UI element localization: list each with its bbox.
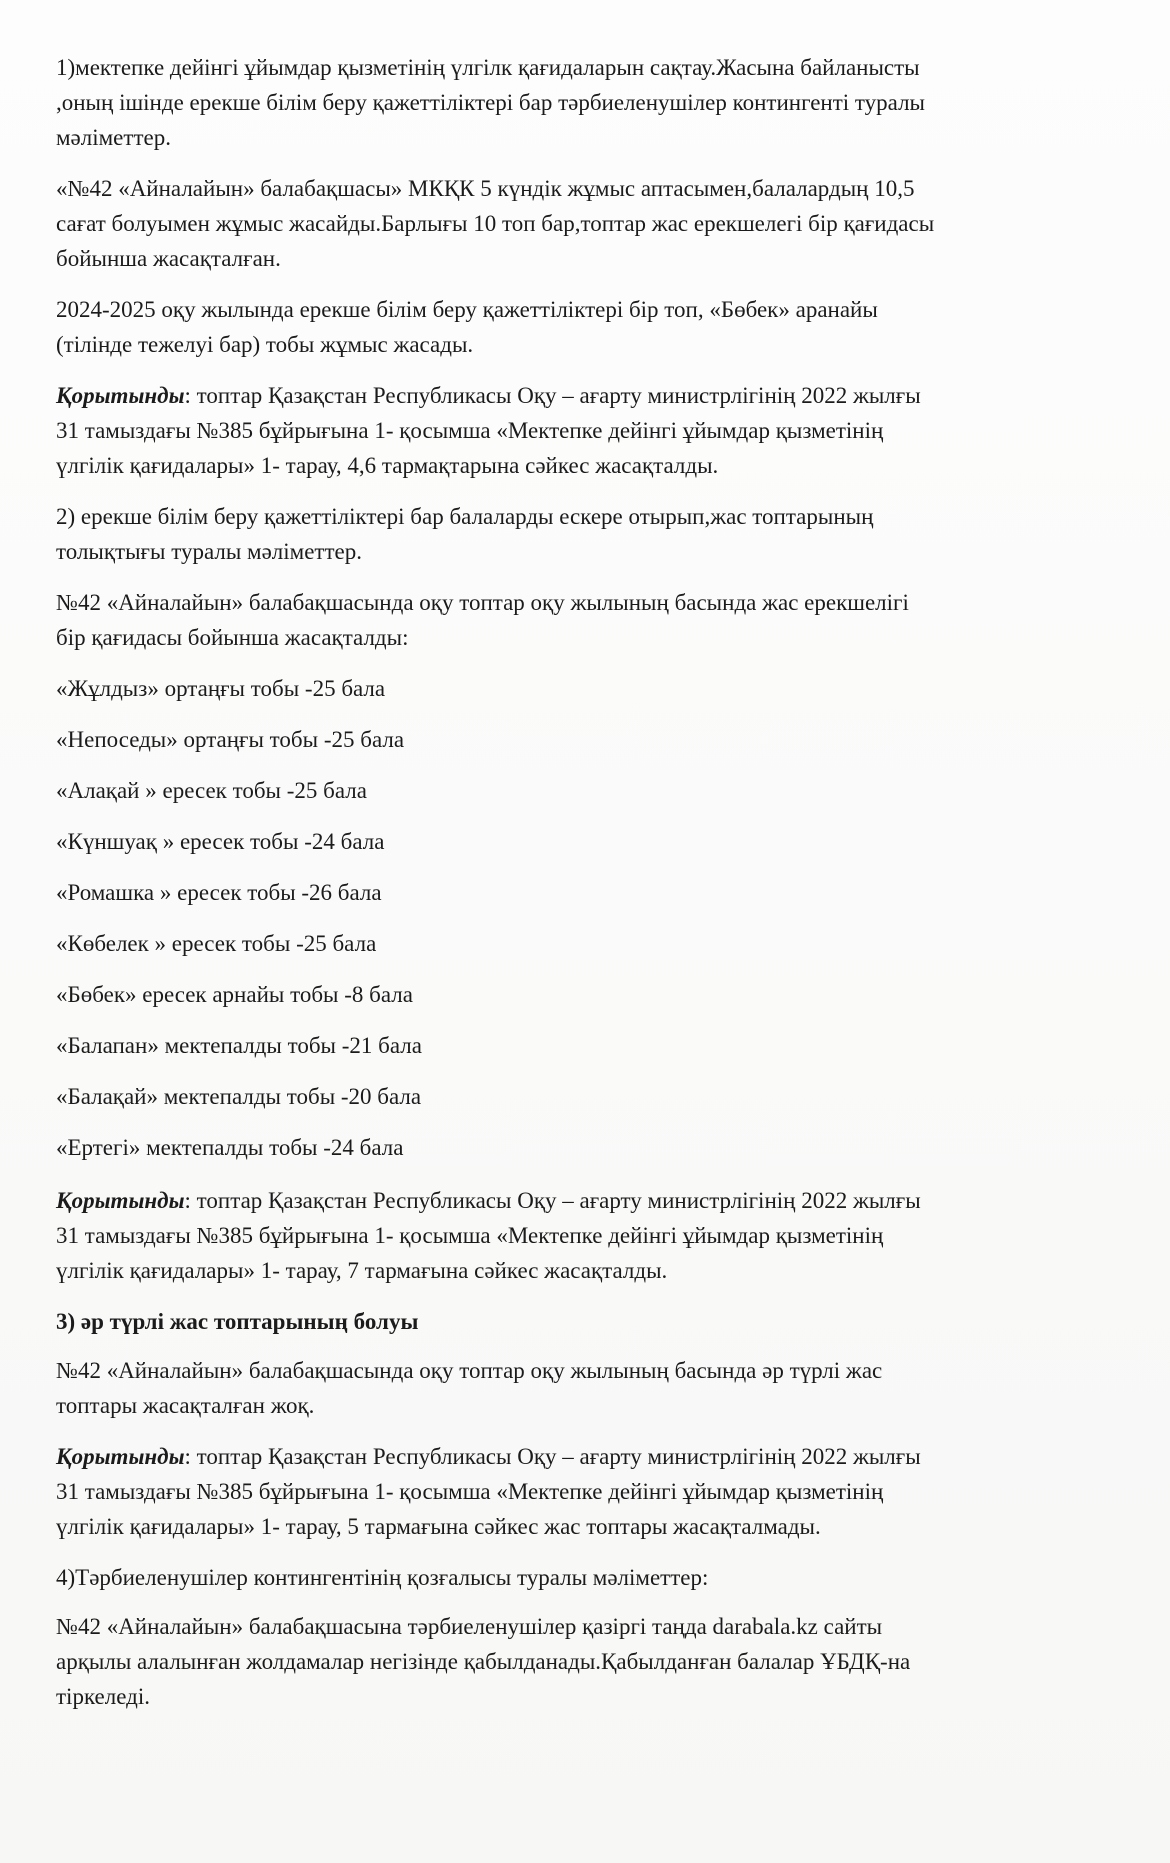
- text-line: 31 тамыздағы №385 бұйрығына 1- қосымша «Мектепке дейінгі ұйымдар қызметінің: [56, 418, 884, 443]
- text-line: тіркеледі.: [56, 1684, 150, 1709]
- group-list-item: «Алақай » ересек тобы -25 бала: [56, 778, 367, 803]
- text-line: №42 «Айналайын» балабақшасында оқу топтар оқу жылының басында жас ерекшелігі: [56, 590, 909, 615]
- text-line: ,оның ішінде ерекше білім беру қажеттіліктері бар тәрбиеленушілер контингенті туралы: [56, 90, 926, 115]
- text-line: бойынша жасақталған.: [56, 246, 281, 271]
- groups-list: [56, 671, 1126, 1165]
- kindergarten-info-paragraph: [56, 171, 1126, 276]
- text-line: арқылы алалынған жолдамалар негізінде қабылданады.Қабылданған балалар ҰБДҚ-на: [56, 1649, 911, 1674]
- section-3-heading: [56, 1304, 1126, 1339]
- text-line: үлгілік қағидалары» 1- тарау, 4,6 тармақтарына сәйкес жасақталды.: [56, 453, 719, 478]
- text-line: 31 тамыздағы №385 бұйрығына 1- қосымша «Мектепке дейінгі ұйымдар қызметінің: [56, 1479, 884, 1504]
- text-line: [56, 1183, 1126, 1218]
- text-line: сағат болуымен жұмыс жасайды.Барлығы 10 топ бар,топтар жас ерекшелегі бір қағидасы: [56, 211, 935, 236]
- conclusion-3-paragraph: [56, 1439, 1126, 1544]
- document-body: [56, 50, 1126, 1730]
- conclusion-label: Қорытынды: [56, 1444, 185, 1469]
- text-line: [56, 1439, 1126, 1474]
- text-line: 31 тамыздағы №385 бұйрығына 1- қосымша «Мектепке дейінгі ұйымдар қызметінің: [56, 1223, 884, 1248]
- section-3-paragraph: [56, 1353, 1126, 1423]
- section-heading: 3) әр түрлі жас топтарының болуы: [56, 1309, 419, 1334]
- group-list-item: «Бөбек» ересек арнайы тобы -8 бала: [56, 982, 413, 1007]
- conclusion-1-paragraph: [56, 378, 1126, 483]
- text-line: 2) ерекше білім беру қажеттіліктері бар балаларды ескере отырып,жас топтарының: [56, 504, 874, 529]
- group-list-item: «Балақай» мектепалды тобы -20 бала: [56, 1084, 422, 1109]
- conclusion-label: Қорытынды: [56, 1188, 185, 1213]
- conclusion-text: : топтар Қазақстан Республикасы Оқу – ағарту министрлігінің 2022 жылғы: [184, 383, 921, 408]
- text-line: мәліметтер.: [56, 125, 171, 150]
- text-line: «№42 «Айналайын» балабақшасы» МКҚК 5 күндік жұмыс аптасымен,балалардың 10,5: [56, 176, 915, 201]
- text-line: бір қағидасы бойынша жасақталды:: [56, 625, 409, 650]
- text-line: топтары жасақталған жоқ.: [56, 1393, 315, 1418]
- text-line: [56, 378, 1126, 413]
- group-list-item: «Ертегі» мектепалды тобы -24 бала: [56, 1135, 404, 1160]
- section-4-paragraph: [56, 1609, 1126, 1714]
- conclusion-text: : топтар Қазақстан Республикасы Оқу – ағарту министрлігінің 2022 жылғы: [184, 1188, 921, 1213]
- text-line: толықтығы туралы мәліметтер.: [56, 539, 362, 564]
- text-line: №42 «Айналайын» балабақшасында оқу топтар оқу жылының басында әр түрлі жас: [56, 1358, 883, 1383]
- group-list-item: «Жұлдыз» ортаңғы тобы -25 бала: [56, 676, 386, 701]
- text-line: үлгілік қағидалары» 1- тарау, 5 тармағына сәйкес жас топтары жасақталмады.: [56, 1514, 821, 1539]
- text-line: үлгілік қағидалары» 1- тарау, 7 тармағына сәйкес жасақталды.: [56, 1258, 668, 1283]
- section-4-heading: [56, 1560, 1126, 1595]
- text-line: 2024-2025 оқу жылында ерекше білім беру қажеттіліктері бір топ, «Бөбек» аранайы: [56, 297, 878, 322]
- text-line: 1)мектепке дейінгі ұйымдар қызметінің үлгілк қағидаларын сақтау.Жасына байланысты: [56, 55, 920, 80]
- special-group-paragraph: [56, 292, 1126, 362]
- groups-intro-paragraph: [56, 585, 1126, 655]
- group-list-item: «Балапан» мектепалды тобы -21 бала: [56, 1033, 422, 1058]
- conclusion-text: : топтар Қазақстан Республикасы Оқу – ағарту министрлігінің 2022 жылғы: [184, 1444, 921, 1469]
- section-1-paragraph: [56, 50, 1126, 155]
- section-heading: 4)Тәрбиеленушілер контингентінің қозғалысы туралы мәліметтер:: [56, 1565, 709, 1590]
- group-list-item: «Күншуақ » ересек тобы -24 бала: [56, 829, 385, 854]
- text-line: (тілінде тежелуі бар) тобы жұмыс жасады.: [56, 332, 474, 357]
- group-list-item: «Көбелек » ересек тобы -25 бала: [56, 931, 377, 956]
- section-2-paragraph: [56, 499, 1126, 569]
- conclusion-label: Қорытынды: [56, 383, 185, 408]
- group-list-item: «Ромашка » ересек тобы -26 бала: [56, 880, 382, 905]
- group-list-item: «Непоседы» ортаңғы тобы -25 бала: [56, 727, 405, 752]
- conclusion-2-paragraph: [56, 1183, 1126, 1288]
- text-line: №42 «Айналайын» балабақшасына тәрбиеленушілер қазіргі таңда darabala.kz сайты: [56, 1614, 883, 1639]
